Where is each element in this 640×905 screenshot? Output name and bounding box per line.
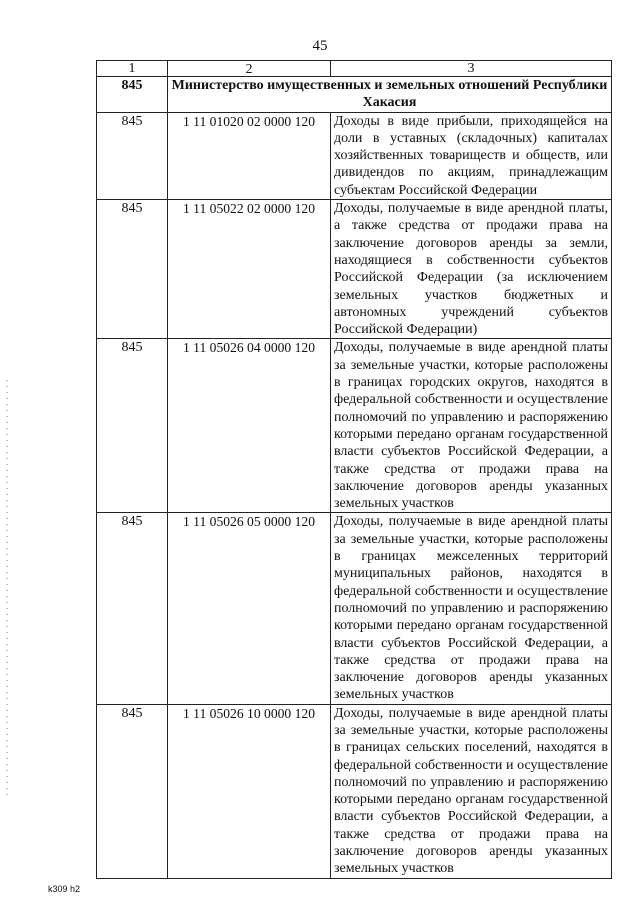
admin-code-cell: 845 bbox=[97, 112, 168, 199]
ministry-title: Министерство имущественных и земельных отношений Республики Хакасия bbox=[168, 77, 612, 113]
table-row bbox=[97, 704, 612, 878]
description-cell: Доходы, получаемые в виде арендной платы за земельные участки, которые расположены в границах сельских поселений, находятся в федеральной собственности и осуществление полномочий по управлению и распоряжению которыми передано органам государственной власти субъектов Российской Федерации, а также средства от продажи права на заключение договоров аренды указанных земельных участков bbox=[331, 704, 612, 878]
revenue-codes-table bbox=[96, 60, 612, 879]
column-header: 2 bbox=[168, 61, 331, 77]
footer-code: k309 h2 bbox=[48, 884, 81, 894]
column-header: 3 bbox=[331, 61, 612, 77]
description-cell: Доходы, получаемые в виде арендной платы, а также средства от продажи права на заключение договоров аренды за земли, находящиеся в собственности субъектов Российской Федерации (за исключением земельных участков бюджетных и автономных учреждений субъектов Российской Федерации) bbox=[331, 200, 612, 339]
table-row bbox=[97, 200, 612, 339]
table-row bbox=[97, 513, 612, 704]
page-number: 45 bbox=[312, 38, 328, 54]
revenue-code-cell: 1 11 01020 02 0000 120 bbox=[168, 112, 331, 199]
revenue-code-cell: 1 11 05022 02 0000 120 bbox=[168, 200, 331, 339]
description-cell: Доходы в виде прибыли, приходящейся на доли в уставных (складочных) капиталах хозяйственных товариществ и обществ, или дивидендов по акциям, принадлежащим субъектам Российской Федерации bbox=[331, 112, 612, 199]
table-row bbox=[97, 112, 612, 199]
revenue-code-cell: 1 11 05026 10 0000 120 bbox=[168, 704, 331, 878]
admin-code-cell: 845 bbox=[97, 513, 168, 704]
description-cell: Доходы, получаемые в виде арендной платы за земельные участки, которые расположены в границах городских округов, находятся в федеральной собственности и осуществление полномочий по управлению и распоряжению которыми передано органам государственной власти субъектов Российской Федерации, а также средства от продажи права на заключение договоров аренды указанных земельных участков bbox=[331, 339, 612, 513]
ministry-row bbox=[97, 77, 612, 113]
admin-code-cell: 845 bbox=[97, 339, 168, 513]
admin-code-cell: 845 bbox=[97, 704, 168, 878]
admin-code-cell: 845 bbox=[97, 200, 168, 339]
revenue-code-cell: 1 11 05026 05 0000 120 bbox=[168, 513, 331, 704]
table-row bbox=[97, 339, 612, 513]
column-header-row bbox=[97, 61, 612, 77]
ministry-code: 845 bbox=[97, 77, 168, 113]
revenue-code-cell: 1 11 05026 04 0000 120 bbox=[168, 339, 331, 513]
description-cell: Доходы, получаемые в виде арендной платы за земельные участки, которые расположены в границах межселенных территорий муниципальных районов, находятся в федеральной собственности и осуществление полномочий по управлению и распоряжению которыми передано органам государственной власти субъектов Российской Федерации, а также средства от продажи права на заключение договоров аренды указанных земельных участков bbox=[331, 513, 612, 704]
margin-scan-marks bbox=[6, 380, 8, 800]
column-header: 1 bbox=[97, 61, 168, 77]
